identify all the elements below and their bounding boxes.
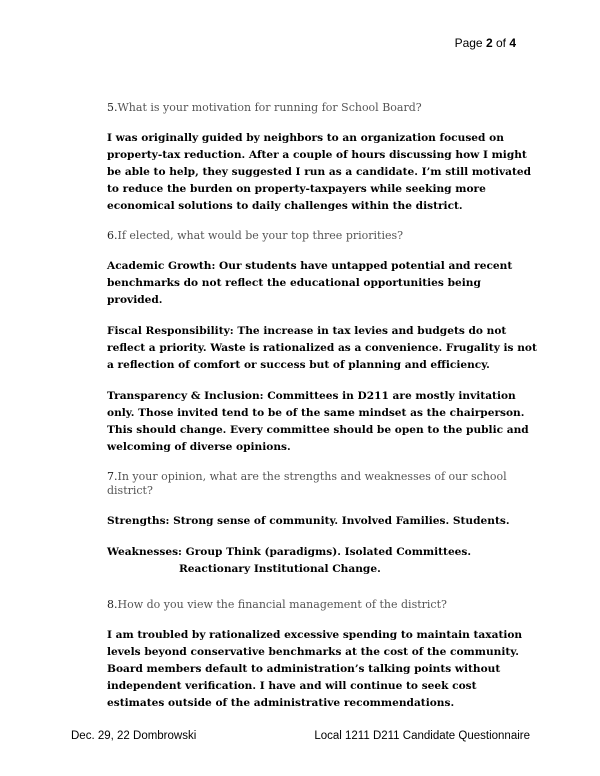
answer-7-strengths: Strengths: Strong sense of community. Involved Families. Students. — [107, 515, 510, 527]
question-text: How do you view the financial management of the district? — [117, 598, 447, 611]
weaknesses-line-1: Weaknesses: Group Think (paradigms). Isolated Committees. — [107, 546, 472, 558]
weaknesses-line-2: Reactionary Institutional Change. — [179, 563, 381, 575]
page-of: of — [492, 36, 510, 50]
answer-5: I was originally guided by neighbors to an organization focused on property-tax reduction. After a couple of hours discussing how I might be able to help, they suggested I run as a candidate. I’m still motivated to reduce the burden on property-taxpayers while seeking more economical solutions to daily challenges within the district. — [107, 132, 532, 212]
question-text: If elected, what would be your top three priorities? — [117, 229, 404, 242]
question-number: 7. — [107, 470, 118, 483]
answer-8: I am troubled by rationalized excessive spending to maintain taxation levels beyond conservative benchmarks at the cost of the community. Board members default to administration’s talking points without independent verification. I have and will continue to seek cost estimates outside of the administrative recommendations. — [107, 629, 523, 709]
footer-title: Local 1211 D211 Candidate Questionnaire — [314, 730, 530, 742]
questionnaire-body — [107, 101, 537, 726]
question-text: What is your motivation for running for School Board? — [117, 101, 422, 114]
question-text: In your opinion, what are the strengths and weaknesses of our school district? — [107, 470, 507, 497]
page-number — [455, 36, 516, 50]
page-total: 4 — [509, 36, 516, 50]
question-8 — [107, 598, 537, 612]
footer-date-author: Dec. 29, 22 Dombrowski — [71, 730, 197, 742]
answer-6-fiscal-responsibility: Fiscal Responsibility: The increase in tax levies and budgets do not reflect a priority. Waste is rationalized as a convenience. Frugality is not a reflection of comfort or success but of planning and efficiency. — [107, 325, 537, 371]
page-current: 2 — [485, 36, 493, 50]
question-number: 8. — [107, 598, 118, 611]
question-5 — [107, 101, 537, 115]
answer-6-academic-growth: Academic Growth: Our students have untapped potential and recent benchmarks do not reflect the educational opportunities being provided. — [107, 260, 513, 306]
answer-7-weaknesses — [107, 544, 537, 578]
question-7 — [107, 470, 537, 498]
question-6 — [107, 229, 537, 243]
question-number: 6. — [107, 229, 118, 242]
answer-6-transparency: Transparency & Inclusion: Committees in D211 are mostly invitation only. Those invited tend to be of the same mindset as the chairperson. This should change. Every committee should be open to the public and welcoming of diverse opinions. — [107, 390, 529, 453]
question-number: 5. — [107, 101, 118, 114]
page-prefix: Page — [454, 36, 486, 50]
